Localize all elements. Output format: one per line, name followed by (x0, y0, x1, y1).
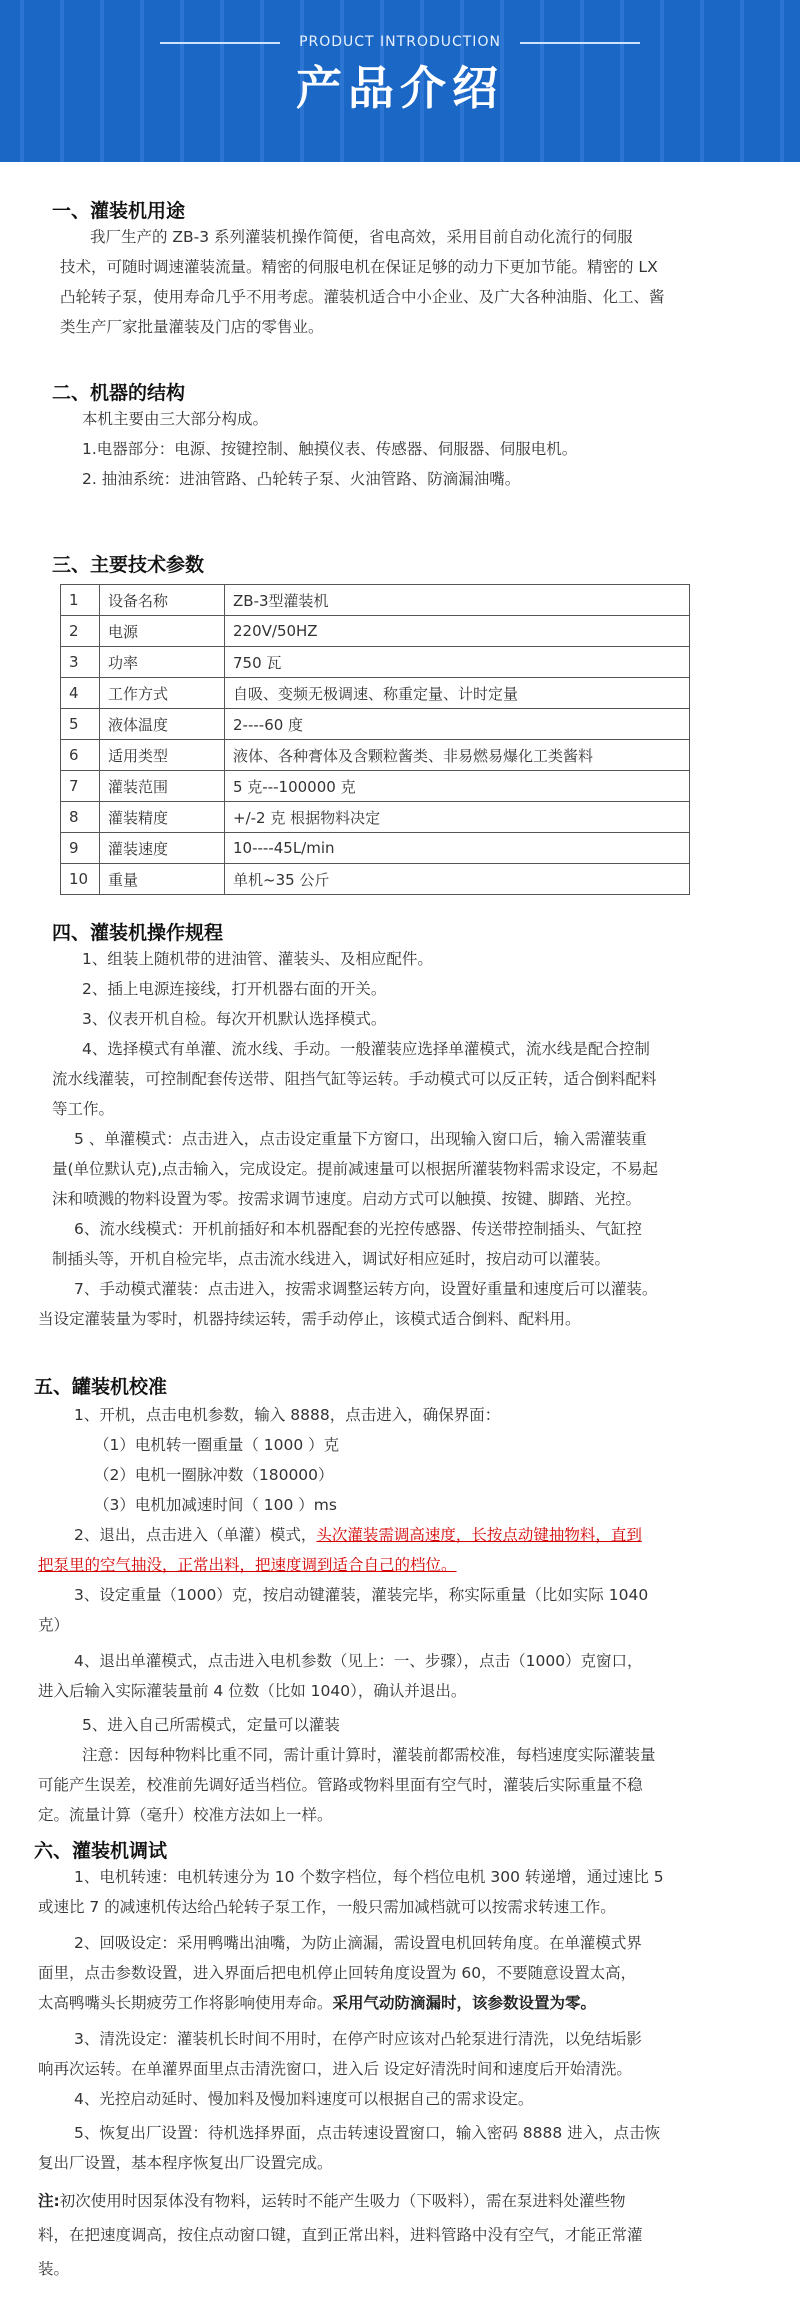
note-line-1-text: 初次使用时因泵体没有物料，运转时不能产生吸力（下吸料），需在泵进料处灌些物 (59, 2192, 626, 2210)
note-line-2: 料，在把速度调高，按住点动窗口键，直到正常出料，进料管路中没有空气，才能正常灌 (38, 2226, 643, 2244)
s5-line-5 (74, 1520, 642, 1550)
table-row: 9 灌装速度 10----45L/min (61, 833, 690, 864)
s4-line-4: 4、选择模式有单灌、流水线、手动。一般灌装应选择单灌模式，流水线是配合控制 (82, 1040, 650, 1058)
s4-line-8: 量(单位默认克),点击输入，完成设定。提前减速量可以根据所灌装物料需求设定，不易起 (52, 1160, 659, 1178)
s6-line-8: 4、光控启动延时、慢加料及慢加料速度可以根据自己的需求设定。 (74, 2090, 534, 2108)
section-3-title: 三、主要技术参数 (52, 554, 205, 576)
s4-line-5: 流水线灌装，可控制配套传送带、阻挡气缸等运转。手动模式可以反正转，适合倒料配料 (52, 1070, 657, 1088)
s1-line-1: 我厂生产的 ZB-3 系列灌装机操作简便，省电高效，采用目前自动化流行的伺服 (90, 228, 633, 246)
note-line-1 (38, 2186, 625, 2216)
s4-line-7: 5 、单灌模式：点击进入，点击设定重量下方窗口，出现输入窗口后，输入需灌装重 (74, 1130, 647, 1148)
s5-line-6: 把泵里的空气抽没，正常出料，把速度调到适合自己的档位。 (38, 1556, 457, 1574)
s6-line-5 (38, 1988, 596, 2018)
s4-line-2: 2、插上电源连接线，打开机器右面的开关。 (82, 980, 387, 998)
s5-line-2: （1）电机转一圈重量（ 1000 ）克 (94, 1436, 340, 1454)
note-label: 注: (38, 2192, 60, 2210)
s6-line-7: 响再次运转。在单灌界面里点击清洗窗口，进入后 设定好清洗时间和速度后开始清洗。 (38, 2060, 632, 2078)
banner-subtitle: PRODUCT INTRODUCTION (299, 34, 501, 50)
s2-line-2: 1.电器部分：电源、按键控制、触摸仪表、传感器、伺服器、伺服电机。 (82, 440, 578, 458)
table-row: 10 重量 单机~35 公斤 (61, 864, 690, 895)
s4-line-3: 3、仪表开机自检。每次开机默认选择模式。 (82, 1010, 387, 1028)
s2-line-3: 2. 抽油系统：进油管路、凸轮转子泵、火油管路、防滴漏油嘴。 (82, 470, 521, 488)
s1-line-4: 类生产厂家批量灌装及门店的零售业。 (60, 318, 324, 336)
s6-line-1: 1、电机转速：电机转速分为 10 个数字档位，每个档位电机 300 转递增，通过速比 5 (74, 1868, 664, 1886)
section-1-title: 一、灌装机用途 (52, 200, 186, 222)
table-row: 8 灌装精度 +/-2 克 根据物料决定 (61, 802, 690, 833)
table-row: 6 适用类型 液体、各种膏体及含颗粒酱类、非易燃易爆化工类酱料 (61, 740, 690, 771)
s1-line-3: 凸轮转子泵，使用寿命几乎不用考虑。灌装机适合中小企业、及广大各种油脂、化工、酱 (60, 288, 665, 306)
s5-line-10: 进入后输入实际灌装量前 4 位数（比如 1040），确认并退出。 (38, 1682, 467, 1700)
s5-warning-red: 头次灌装需调高速度，长按点动键抽物料，直到 (316, 1526, 642, 1544)
s5-line-11: 5、进入自己所需模式，定量可以灌装 (82, 1716, 340, 1734)
s5-line-1: 1、开机，点击电机参数，输入 8888，点击进入，确保界面： (74, 1406, 501, 1424)
s6-line-2: 或速比 7 的减速机传达给凸轮转子泵工作，一般只需加减档就可以按需求转速工作。 (38, 1898, 616, 1916)
table-row: 5 液体温度 2----60 度 (61, 709, 690, 740)
s5-line-12: 注意：因每种物料比重不同，需计重计算时，灌装前都需校准，每档速度实际灌装量 (82, 1746, 656, 1764)
s6-line-3: 2、回吸设定：采用鸭嘴出油嘴，为防止滴漏，需设置电机回转角度。在单灌模式界 (74, 1934, 642, 1952)
s1-line-2: 技术，可随时调速灌装流量。精密的伺服电机在保证足够的动力下更加节能。精密的 LX (60, 258, 658, 276)
s5-line-3: （2）电机一圈脉冲数（180000） (94, 1466, 334, 1484)
s5-line-8: 克） (38, 1616, 70, 1634)
section-2-title: 二、机器的结构 (52, 382, 186, 404)
spec-table (60, 584, 690, 895)
s5-line-13: 可能产生误差，校准前先调好适当档位。管路或物料里面有空气时，灌装后实际重量不稳 (38, 1776, 643, 1794)
table-row: 7 灌装范围 5 克---100000 克 (61, 771, 690, 802)
s5-line-9: 4、退出单灌模式，点击进入电机参数（见上：一、步骤），点击（1000）克窗口， (74, 1652, 643, 1670)
s5-line-7: 3、设定重量（1000）克，按启动键灌装，灌装完毕，称实际重量（比如实际 1040 (74, 1586, 649, 1604)
table-row: 3 功率 750 瓦 (61, 647, 690, 678)
s6-line-9: 5、恢复出厂设置：待机选择界面，点击转速设置窗口，输入密码 8888 进入，点击恢 (74, 2124, 661, 2142)
s4-line-6: 等工作。 (52, 1100, 115, 1118)
s4-line-12: 7、手动模式灌装：点击进入，按需求调整运转方向，设置好重量和速度后可以灌装。 (74, 1280, 658, 1298)
s2-line-1: 本机主要由三大部分构成。 (82, 410, 269, 428)
s5-line-5a: 2、退出，点击进入（单灌）模式， (74, 1526, 317, 1544)
s6-line-4: 面里，点击参数设置，进入界面后把电机停止回转角度设置为 60，不要随意设置太高， (38, 1964, 637, 1982)
s4-line-9: 沫和喷溅的物料设置为零。按需求调节速度。启动方式可以触摸、按键、脚踏、光控。 (52, 1190, 642, 1208)
s6-line-10: 复出厂设置，基本程序恢复出厂设置完成。 (38, 2154, 333, 2172)
header-banner (0, 0, 800, 162)
note-line-3: 装。 (38, 2260, 70, 2278)
s4-line-1: 1、组装上随机带的进油管、灌装头、及相应配件。 (82, 950, 433, 968)
section-4-title: 四、灌装机操作规程 (52, 922, 224, 944)
s6-line-5a: 太高鸭嘴头长期疲劳工作将影响使用寿命。 (38, 1994, 333, 2012)
section-6-title: 六、灌装机调试 (34, 1840, 168, 1862)
s6-line-5-bold: 采用气动防滴漏时，该参数设置为零。 (332, 1994, 597, 2012)
s5-line-4: （3）电机加减速时间（ 100 ）ms (94, 1496, 337, 1514)
banner-title: 产品介绍 (296, 61, 504, 115)
s4-line-10: 6、流水线模式：开机前插好和本机器配套的光控传感器、传送带控制插头、气缸控 (74, 1220, 642, 1238)
s4-line-11: 制插头等，开机自检完毕，点击流水线进入，调试好相应延时，按启动可以灌装。 (52, 1250, 611, 1268)
table-row: 1 设备名称 ZB-3型灌装机 (61, 585, 690, 616)
section-5-title: 五、罐装机校准 (34, 1376, 168, 1398)
s5-line-14: 定。流量计算（毫升）校准方法如上一样。 (38, 1806, 333, 1824)
table-row: 4 工作方式 自吸、变频无极调速、称重定量、计时定量 (61, 678, 690, 709)
s6-line-6: 3、清洗设定：灌装机长时间不用时，在停产时应该对凸轮泵进行清洗，以免结垢影 (74, 2030, 642, 2048)
table-row: 2 电源 220V/50HZ (61, 616, 690, 647)
s4-line-13: 当设定灌装量为零时，机器持续运转，需手动停止，该模式适合倒料、配料用。 (38, 1310, 581, 1328)
